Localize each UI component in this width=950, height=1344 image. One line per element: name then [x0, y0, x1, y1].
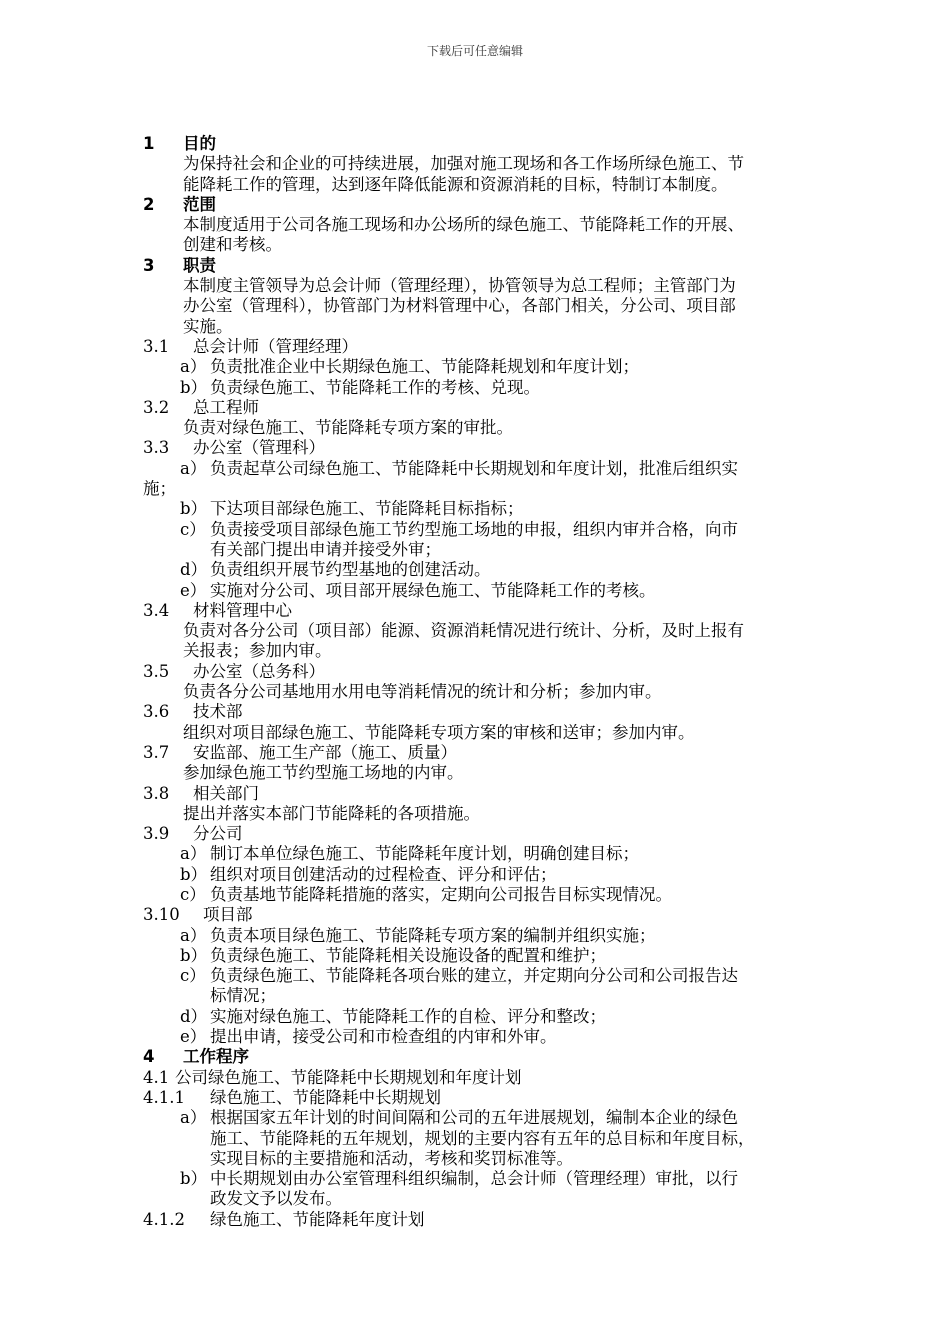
list-item: d） 负责组织开展节约型基地的创建活动。: [180, 560, 491, 580]
list-item: c） 负责接受项目部绿色施工节约型施工场地的申报，组织内审并合格，向市: [180, 519, 738, 539]
paragraph-line: 参加绿色施工节约型施工场地的内审。: [183, 763, 464, 783]
subsection-number: 3.2: [143, 397, 170, 417]
list-item: e） 提出申请，接受公司和市检查组的内审和外审。: [180, 1027, 557, 1047]
subsection-number: 3.8: [143, 783, 170, 803]
subsection-title: 办公室（管理科）: [193, 438, 325, 458]
subsection-title: 分公司: [193, 824, 243, 844]
list-item: a） 根据国家五年计划的时间间隔和公司的五年进展规划，编制本企业的绿色: [180, 1108, 738, 1128]
subsection-title: 办公室（总务科）: [193, 661, 325, 681]
list-item: a） 负责起草公司绿色施工、节能降耗中长期规划和年度计划，批准后组织实: [180, 458, 738, 478]
subsection-title: 技术部: [193, 702, 243, 722]
section-title: 目的: [183, 134, 216, 153]
list-item-continuation: 标情况；: [210, 986, 276, 1006]
list-item: b） 组织对项目创建活动的过程检查、评分和评估；: [180, 864, 557, 884]
subsection-number: 3.1: [143, 336, 170, 356]
subsection-heading: [143, 662, 843, 682]
subsection-title: 相关部门: [193, 783, 259, 803]
document-body: [143, 134, 843, 1230]
subsection-heading: [143, 784, 843, 804]
subsection-title: 安监部、施工生产部（施工、质量）: [193, 742, 457, 762]
subsection-heading: [143, 1210, 843, 1230]
subsection-heading: [143, 438, 843, 458]
list-item: b） 下达项目部绿色施工、节能降耗目标指标；: [180, 499, 524, 519]
list-item: c） 负责基地节能降耗措施的落实，定期向公司报告目标实现情况。: [180, 884, 672, 904]
list-item-continuation: 实现目标的主要措施和活动，考核和奖罚标准等。: [210, 1148, 573, 1168]
page-header: 下载后可任意编辑: [426, 44, 523, 58]
list-item: a） 负责本项目绿色施工、节能降耗专项方案的编制并组织实施；: [180, 925, 656, 945]
paragraph-line: 本制度主管领导为总会计师（管理经理），协管领导为总工程师；主管部门为: [183, 276, 736, 296]
subsection-heading: [143, 601, 843, 621]
list-item-continuation: 有关部门提出申请并接受外审；: [210, 539, 441, 559]
section-heading: [143, 1047, 843, 1067]
section-title: 范围: [183, 194, 216, 214]
subsection-title: 项目部: [203, 905, 253, 925]
subsection-number: 4.1: [143, 1067, 170, 1087]
subsection-number: 3.5: [143, 661, 170, 681]
subsection-heading: [143, 1068, 843, 1088]
paragraph-line: 提出并落实本部门节能降耗的各项措施。: [183, 803, 480, 823]
paragraph-line: 关报表；参加内审。: [183, 641, 332, 661]
subsection-number: 4.1.2: [143, 1209, 185, 1229]
list-item: a） 制订本单位绿色施工、节能降耗年度计划，明确创建目标；: [180, 844, 639, 864]
subsection-heading: [143, 398, 843, 418]
subsection-heading: [143, 1088, 843, 1108]
subsection-title: 材料管理中心: [193, 600, 292, 620]
section-heading: [143, 256, 843, 276]
list-item: b） 中长期规划由办公室管理科组织编制，总会计师（管理经理）审批，以行: [180, 1169, 738, 1189]
list-item: e） 实施对分公司、项目部开展绿色施工、节能降耗工作的考核。: [180, 580, 656, 600]
list-item: b） 负责绿色施工、节能降耗相关设施设备的配置和维护；: [180, 945, 606, 965]
section-number: 2: [143, 194, 155, 214]
paragraph-line: 办公室（管理科），协管部门为材料管理中心，各部门相关，分公司、项目部: [183, 296, 736, 316]
subsection-title: 公司绿色施工、节能降耗中长期规划和年度计划: [175, 1067, 522, 1087]
paragraph-line: 创建和考核。: [183, 235, 282, 255]
section-title: 职责: [183, 255, 216, 275]
subsection-heading: [143, 337, 843, 357]
subsection-title: 绿色施工、节能降耗中长期规划: [210, 1087, 441, 1107]
section-number: 1: [143, 134, 155, 153]
subsection-heading: [143, 702, 843, 722]
subsection-title: 总会计师（管理经理）: [193, 336, 358, 356]
subsection-heading: [143, 743, 843, 763]
paragraph-line: 实施。: [183, 316, 233, 336]
subsection-heading: [143, 905, 843, 925]
section-heading: [143, 134, 843, 154]
list-item-continuation: 施工、节能降耗的五年规划，规划的主要内容有五年的总目标和年度目标，: [210, 1128, 755, 1148]
paragraph-line: 能降耗工作的管理，达到逐年降低能源和资源消耗的目标，特制订本制度。: [183, 174, 728, 194]
section-number: 3: [143, 255, 155, 275]
paragraph-line: 负责各分公司基地用水用电等消耗情况的统计和分析；参加内审。: [183, 682, 662, 702]
section-number: 4: [143, 1047, 155, 1067]
subsection-title: 绿色施工、节能降耗年度计划: [210, 1209, 425, 1229]
list-item-continuation: 政发文予以发布。: [210, 1189, 342, 1209]
subsection-number: 3.9: [143, 824, 170, 844]
subsection-title: 总工程师: [193, 397, 259, 417]
subsection-number: 3.3: [143, 438, 170, 458]
subsection-number: 3.6: [143, 702, 170, 722]
subsection-heading: [143, 824, 843, 844]
subsection-number: 3.4: [143, 600, 170, 620]
subsection-number: 3.7: [143, 742, 170, 762]
list-item: d） 实施对绿色施工、节能降耗工作的自检、评分和整改；: [180, 1006, 606, 1026]
paragraph-line: 负责对各分公司（项目部）能源、资源消耗情况进行统计、分析，及时上报有: [183, 621, 744, 641]
list-item-continuation: 施；: [143, 479, 176, 499]
paragraph-line: 组织对项目部绿色施工、节能降耗专项方案的审核和送审；参加内审。: [183, 722, 695, 742]
list-item: a） 负责批准企业中长期绿色施工、节能降耗规划和年度计划；: [180, 357, 639, 377]
section-title: 工作程序: [183, 1047, 249, 1067]
subsection-number: 4.1.1: [143, 1087, 185, 1107]
paragraph-line: 负责对绿色施工、节能降耗专项方案的审批。: [183, 418, 513, 438]
paragraph-line: 本制度适用于公司各施工现场和办公场所的绿色施工、节能降耗工作的开展、: [183, 215, 744, 235]
subsection-number: 3.10: [143, 905, 180, 925]
list-item: c） 负责绿色施工、节能降耗各项台账的建立，并定期向分公司和公司报告达: [180, 966, 738, 986]
section-heading: [143, 195, 843, 215]
paragraph-line: 为保持社会和企业的可持续进展，加强对施工现场和各工作场所绿色施工、节: [183, 154, 744, 174]
list-item: b） 负责绿色施工、节能降耗工作的考核、兑现。: [180, 377, 540, 397]
